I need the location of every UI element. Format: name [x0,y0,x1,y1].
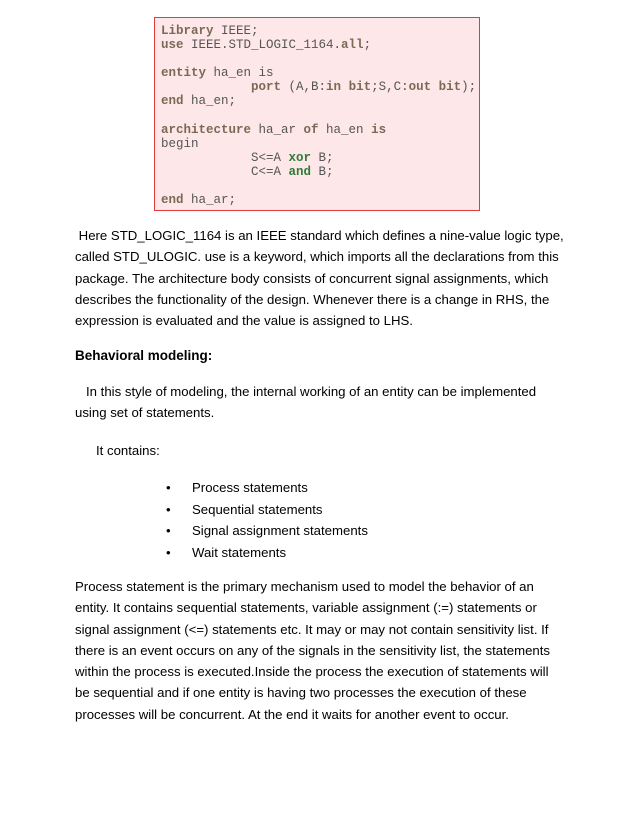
section-heading: Behavioral modeling: [75,348,213,363]
list-item: • Sequential statements [166,499,368,521]
code-line-end-entity: end ha_en; [161,94,237,108]
list-item: • Process statements [166,477,368,499]
bullet-icon: • [166,501,171,517]
list-item: • Signal assignment statements [166,520,368,542]
paragraph-behavioral: In this style of modeling, the internal working of an entity can be implemented using set of statements. [75,384,540,421]
paragraph-process: Process statement is the primary mechanism used to model the behavior of an entity. It contains sequential statements, variable assignment (:=) statements or signal assignment (<=) statements etc. It may or may not contain sensitivity list. If there is an event occurs on any of the signals in the sensitivity list, the statements within the process is executed.Inside the process the execution of statements will be sequential and if one entity is having two processes the execution of these processes will be concurrent. At the end it waits for another event to occur. [75,579,550,722]
code-line-and: C<=A and B; [251,165,334,179]
code-line-end-architecture: end ha_ar; [161,193,237,207]
list-item: • Wait statements [166,542,368,564]
code-line-architecture: architecture ha_ar of ha_en is [161,123,387,137]
bullet-icon: • [166,523,171,538]
code-line-use: use IEEE.STD_LOGIC_1164.all; [161,38,372,52]
code-block [154,17,480,211]
statement-list [166,477,368,563]
code-line-begin: begin [161,137,199,151]
code-line-port: port (A,B:in bit;S,C:out bit); [251,80,477,94]
paragraph-std-logic: Here STD_LOGIC_1164 is an IEEE standard which defines a nine-value logic type, called STD_ULOGIC. use is a keyword, which imports all the declarations from this package. The architecture body consists of concurrent signal assignments, which describes the functionality of the design. Whenever there is a change in RHS, the expression is evaluated and the value is assigned to LHS. [75,228,568,329]
contains-label: It contains: [96,443,160,458]
code-line-library: Library IEEE; [161,24,259,38]
bullet-icon: • [166,480,171,495]
code-line-entity: entity ha_en is [161,66,274,80]
code-line-xor: S<=A xor B; [251,151,334,165]
bullet-icon: • [166,544,171,560]
